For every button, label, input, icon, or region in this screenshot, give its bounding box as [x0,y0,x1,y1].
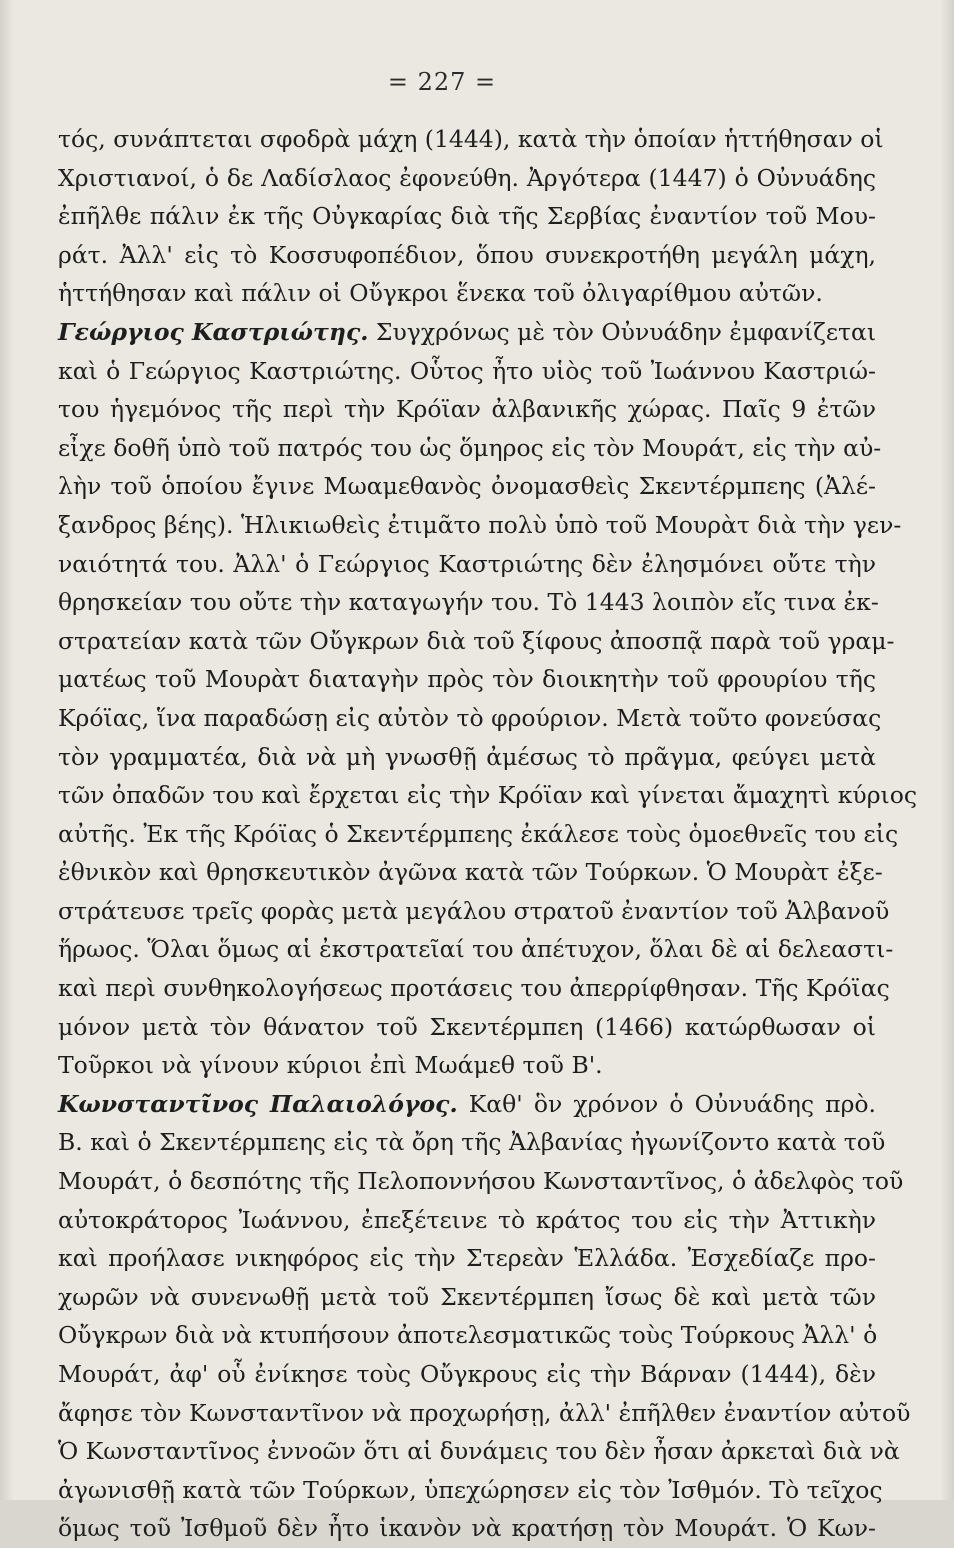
text-line: Οὔγκρων διὰ νὰ κτυπήσουν ἀποτελεσματικῶς τοὺς Τούρκους Ἀλλ' ὁ [58,1321,878,1350]
text-line: ράτ. Ἀλλ' εἰς τὸ Κοσσυφοπέδιον, ὅπου συνεκροτήθη μεγάλη μάχη, [58,240,876,269]
text-line: καὶ περὶ συνθηκολογήσεως προτάσεις του ἀπερρίφθησαν. Τῆς Κρόϊας [58,974,890,1003]
section-heading-kastriotis: Γεώργιος Καστριώτης. [58,317,369,346]
text-line: Μουράτ, ἀφ' οὗ ἐνίκησε τοὺς Οὔγκρους εἰς τὴν Βάρναν (1444), δὲν [58,1360,876,1388]
text-line: τός, συνάπτεται σφοδρὰ μάχη (1444), κατὰ τὴν ὁποίαν ἡττήθησαν οἱ [58,125,884,153]
text-line: Β. καὶ ὁ Σκεντέρμπεης εἰς τὰ ὄρη τῆς Ἀλβανίας ἠγωνίζοντο κατὰ τοῦ [58,1128,886,1157]
text-line: ἡττήθησαν καὶ πάλιν οἱ Οὔγκροι ἕνεκα τοῦ ὀλιγαρίθμου αὐτῶν. [58,279,823,308]
text-line: στρατείαν κατὰ τῶν Οὔγκρων διὰ τοῦ ξίφους ἀποσπᾷ παρὰ τοῦ γραμ- [58,626,895,655]
text-fragment: Καθ' ὃν χρόνον ὁ Οὐνυάδης πρὸ. [457,1089,876,1118]
text-line: ἄφησε τὸν Κωνσταντῖνον νὰ προχωρήσῃ, ἀλλ' ἐπῆλθεν ἐναντίον αὐτοῦ [58,1398,911,1427]
text-line: θρησκείαν του οὔτε τὴν καταγωγήν του. Τὸ 1443 λοιπὸν εἴς τινα ἐκ- [58,588,879,617]
text-line: ἀγωνισθῇ κατὰ τῶν Τούρκων, ὑπεχώρησεν εἰς τὸν Ἰσθμόν. Τὸ τεῖχος [58,1475,883,1504]
text-line: Χριστιανοί, ὁ δε Λαδίσλαος ἐφονεύθη. Ἀργότερα (1447) ὁ Οὐνυάδης [58,163,876,192]
text-line: εἶχε δοθῆ ὑπὸ τοῦ πατρός του ὡς ὅμηρος εἰς τὸν Μουράτ, εἰς τὴν αὐ- [58,433,882,462]
text-line: μόνον μετὰ τὸν θάνατον τοῦ Σκεντέρμπεη (1466) κατώρθωσαν οἱ [58,1012,876,1041]
page-left-shadow [0,0,14,1500]
text-line: τὸν γραμματέα, διὰ νὰ μὴ γνωσθῇ ἀμέσως τὸ πρᾶγμα, φεύγει μετὰ [58,742,876,771]
text-line: Κρόϊας, ἵνα παραδώσῃ εἰς αὐτὸν τὸ φρούριον. Μετὰ τοῦτο φονεύσας [58,703,882,732]
section-heading-line [58,313,876,352]
body-text [58,120,918,1548]
text-line: ὅμως τοῦ Ἰσθμοῦ δὲν ἦτο ἱκανὸν νὰ κρατήσῃ τὸν Μουράτ. Ὁ Κων- [58,1514,876,1543]
text-line: αὐτῆς. Ἐκ τῆς Κρόϊας ὁ Σκεντέρμπεης ἐκάλεσε τοὺς ὁμοεθνεῖς του εἰς [58,819,899,848]
text-line: Τοῦρκοι νὰ γίνουν κύριοι ἐπὶ Μωάμεθ τοῦ Β'. [58,1051,603,1080]
text-line: Ὁ Κωνσταντῖνος ἐννοῶν ὅτι αἱ δυνάμεις του δὲν ἦσαν ἀρκεταὶ διὰ νὰ [58,1437,900,1466]
text-line: στράτευσε τρεῖς φορὰς μετὰ μεγάλου στρατοῦ ἐναντίον τοῦ Ἀλβανοῦ [58,896,890,925]
text-line: ἥρωος. Ὅλαι ὅμως αἱ ἐκστρατεῖαί του ἀπέτυχον, ὅλαι δὲ αἱ δελεαστι- [58,935,894,964]
section-heading-line [58,1085,876,1124]
text-line: καὶ ὁ Γεώργιος Καστριώτης. Οὗτος ἦτο υἱὸς τοῦ Ἰωάννου Καστριώ- [58,356,876,385]
text-line: ναιότητά του. Ἀλλ' ὁ Γεώργιος Καστριώτης δὲν ἐλησμόνει οὔτε τὴν [58,549,876,578]
page-number: = 227 = [387,68,497,96]
text-line: ματέως τοῦ Μουρὰτ διαταγὴν πρὸς τὸν διοικητὴν τοῦ φρουρίου τῆς [58,665,876,694]
text-line: χωρῶν νὰ συνενωθῇ μετὰ τοῦ Σκεντέρμπεη ἴσως δὲ καὶ μετὰ τῶν [58,1282,876,1311]
text-line: ξανδρος βέης). Ἡλικιωθεὶς ἐτιμᾶτο πολὺ ὑπὸ τοῦ Μουρὰτ διὰ τὴν γεν- [58,510,902,539]
text-line: Μουράτ, ὁ δεσπότης τῆς Πελοποννήσου Κωνσταντῖνος, ὁ ἀδελφὸς τοῦ [58,1167,904,1196]
text-line: του ἡγεμόνος τῆς περὶ τὴν Κρόϊαν ἀλβανικῆς χώρας. Παῖς 9 ἐτῶν [58,395,876,424]
text-line: καὶ προήλασε νικηφόρος εἰς τὴν Στερεὰν Ἑλλάδα. Ἐσχεδίαζε προ- [58,1244,876,1273]
text-fragment: Συγχρόνως μὲ τὸν Οὐνυάδην ἐμφανίζεται [368,317,877,346]
text-line: αὐτοκράτορος Ἰωάννου, ἐπεξέτεινε τὸ κράτος του εἰς τὴν Ἀττικὴν [58,1205,876,1234]
text-line: ἐπῆλθε πάλιν ἐκ τῆς Οὐγκαρίας διὰ τῆς Σερβίας ἐναντίον τοῦ Μου- [58,202,876,231]
section-heading-palaiologos: Κωνσταντῖνος Παλαιολόγος. [58,1089,458,1118]
text-line: τῶν ὀπαδῶν του καὶ ἔρχεται εἰς τὴν Κρόϊαν καὶ γίνεται ἄμαχητὶ κύριος [58,781,918,810]
text-line: ἐθνικὸν καὶ θρησκευτικὸν ἀγῶνα κατὰ τῶν Τούρκων. Ὁ Μουρὰτ ἐξε- [58,858,883,887]
page-right-shadow [940,0,954,1500]
text-line: λὴν τοῦ ὁποίου ἔγινε Μωαμεθανὸς ὀνομασθεὶς Σκεντέρμπεης (Ἀλέ- [58,472,876,501]
